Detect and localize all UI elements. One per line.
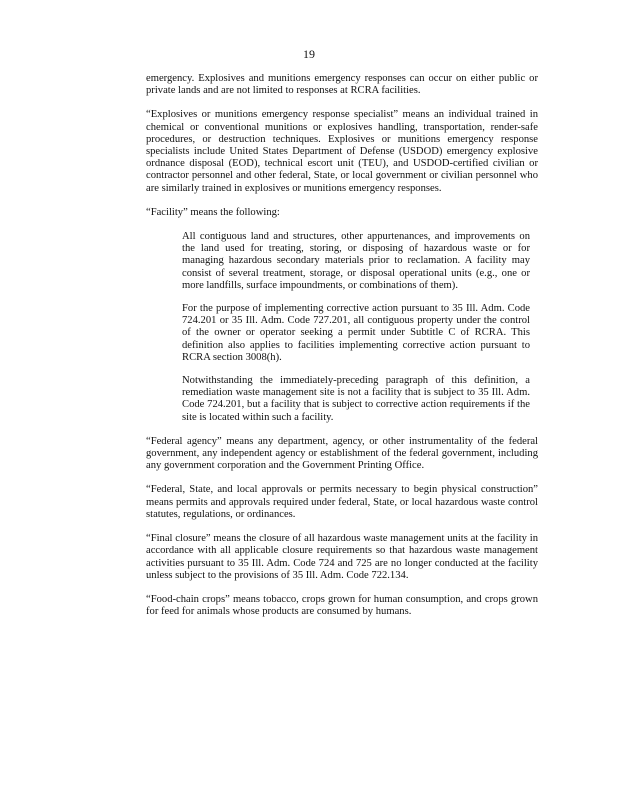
facility-item: For the purpose of implementing corrective action pursuant to 35 Ill. Adm. Code 724.201 or 35 Ill. Adm. Code 727.201, all contiguous property under the control of the owner or operator seeking a permit under Subtitle C of RCRA. This definition also applies to facilities implementing corrective action pursuant to RCRA section 3008(h). bbox=[182, 303, 530, 363]
paragraph-emergency-continued: emergency. Explosives and munitions emergency responses can occur on either public or private lands and are not limited to responses at RCRA facilities. bbox=[146, 73, 538, 97]
body-text bbox=[146, 73, 538, 630]
facility-item: All contiguous land and structures, other appurtenances, and improvements on the land used for treating, storing, or disposing of hazardous waste or for managing hazardous secondary materials prior to reclamation. A facility may consist of several treatment, storage, or disposal operational units (e.g., one or more landfills, surface impoundments, or combinations of them). bbox=[182, 231, 530, 291]
definition-food-chain-crops: “Food-chain crops” means tobacco, crops grown for human consumption, and crops grown for feed for animals whose products are consumed by humans. bbox=[146, 593, 538, 618]
definition-approvals-permits: “Federal, State, and local approvals or permits necessary to begin physical construction” means permits and approvals required under federal, State, or local hazardous waste control statutes, regulations, or ordinances. bbox=[146, 484, 538, 520]
definition-explosives-specialist: “Explosives or munitions emergency response specialist” means an individual trained in chemical or conventional munitions or explosives handling, transportation, render-safe procedures, or destruction techniques. Explosives or munitions emergency response specialists include United States Department of Defense (USDOD) emergency explosive ordnance disposal (EOD), technical escort unit (TEU), and USDOD-certified civilian or contractor personnel and other federal, State, or local government or civilian personnel who are similarly trained in explosives or munitions emergency responses. bbox=[146, 109, 538, 194]
definition-federal-agency: “Federal agency” means any department, agency, or other instrumentality of the federal government, any independent agency or establishment of the federal government, including any government corporation and the Government Printing Office. bbox=[146, 435, 538, 472]
definition-facility-intro: “Facility” means the following: bbox=[146, 206, 280, 218]
facility-subparagraphs bbox=[146, 231, 538, 424]
page-number: 19 bbox=[303, 47, 315, 61]
facility-item: Notwithstanding the immediately-preceding paragraph of this definition, a remediation waste management site is not a facility that is subject to 35 Ill. Adm. Code 724.201, but a facility that is subject to corrective action requirements if the site is located within such a facility. bbox=[182, 375, 530, 423]
definition-final-closure: “Final closure” means the closure of all hazardous waste management units at the facility in accordance with all applicable closure requirements so that hazardous waste management activities pursuant to 35 Ill. Adm. Code 724 and 725 are no longer conducted at the facility unless subject to the provisions of 35 Ill. Adm. Code 722.134. bbox=[146, 533, 538, 581]
